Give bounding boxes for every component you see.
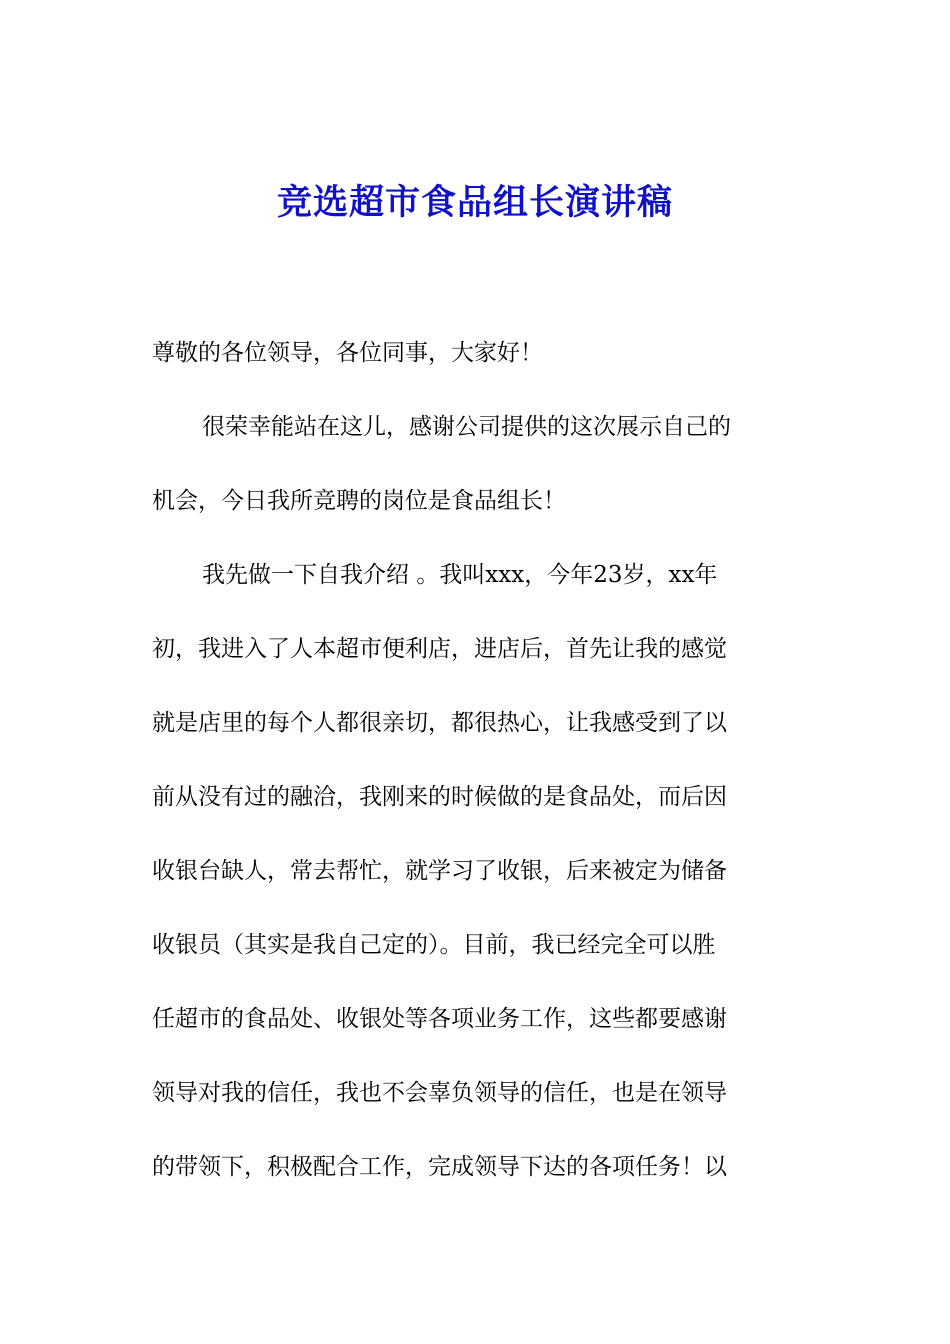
body-line: 初，我进入了人本超市便利店，进店后，首先让我的感觉: [152, 636, 727, 662]
body-line: 就是店里的每个人都很亲切，都很热心，让我感受到了以: [152, 710, 727, 736]
body-line: 尊敬的各位领导，各位同事，大家好！: [152, 340, 543, 366]
body-line: 前从没有过的融洽，我刚来的时候做的是食品处，而后因: [152, 784, 727, 810]
body-line: 的带领下，积极配合工作，完成领导下达的各项任务！以: [152, 1154, 727, 1180]
body-line: 收银员（其实是我自己定的）。目前，我已经完全可以胜: [152, 932, 716, 958]
body-line: 收银台缺人，常去帮忙，就学习了收银，后来被定为储备: [152, 858, 727, 884]
body-line: 我先做一下自我介绍 。我叫xxx，今年23岁，xx年: [202, 562, 718, 588]
body-line: 任超市的食品处、收银处等各项业务工作，这些都要感谢: [152, 1006, 727, 1032]
body-line: 很荣幸能站在这儿，感谢公司提供的这次展示自己的: [202, 414, 731, 440]
body-line: 领导对我的信任，我也不会辜负领导的信任，也是在领导: [152, 1080, 727, 1106]
document-title: 竞选超市食品组长演讲稿: [276, 182, 673, 223]
document-body: [152, 333, 792, 1221]
body-line: 机会，今日我所竞聘的岗位是食品组长！: [152, 488, 566, 514]
